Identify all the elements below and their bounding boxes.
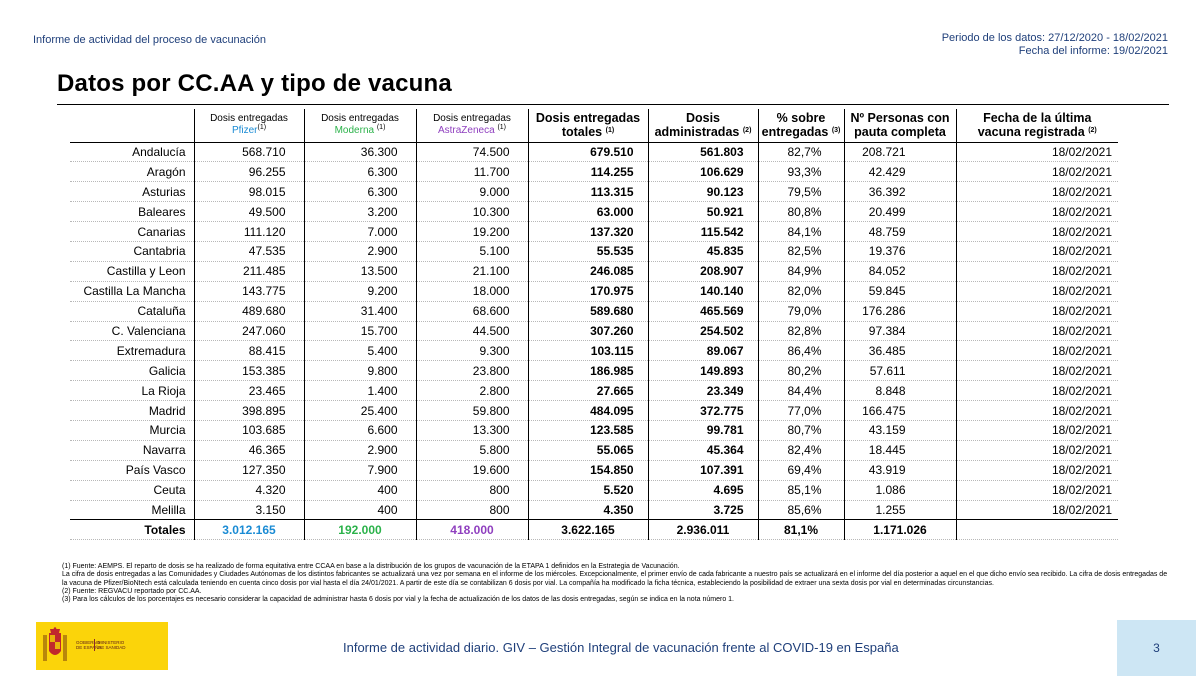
- cell-region: Andalucía: [70, 142, 194, 162]
- cell-moderna: 15.700: [304, 321, 416, 341]
- cell-moderna: 6.300: [304, 182, 416, 202]
- cell-fully-vaccinated: 19.376: [844, 241, 956, 261]
- cell-fully-vaccinated: 1.086: [844, 480, 956, 500]
- cell-percent: 82,7%: [758, 142, 844, 162]
- cell-total-delivered: 186.985: [528, 361, 648, 381]
- cell-percent: 79,0%: [758, 301, 844, 321]
- cell-moderna: 400: [304, 480, 416, 500]
- cell-total-delivered: 55.065: [528, 440, 648, 460]
- cell-last-date: 18/02/2021: [956, 281, 1118, 301]
- header-astrazeneca: Dosis entregadas AstraZeneca $^{(1)}$: [416, 109, 528, 142]
- cell-administered: 149.893: [648, 361, 758, 381]
- cell-astrazeneca: 18.000: [416, 281, 528, 301]
- table-row: [70, 361, 1118, 381]
- cell-percent: 82,8%: [758, 321, 844, 341]
- cell-fully-vaccinated: 18.445: [844, 440, 956, 460]
- table-row: [70, 301, 1118, 321]
- cell-astrazeneca: 9.000: [416, 182, 528, 202]
- cell-administered: 45.835: [648, 241, 758, 261]
- cell-astrazeneca: 5.800: [416, 440, 528, 460]
- cell-administered: 89.067: [648, 341, 758, 361]
- cell-administered: 4.695: [648, 480, 758, 500]
- cell-astrazeneca: 21.100: [416, 261, 528, 281]
- cell-pfizer: 398.895: [194, 401, 304, 421]
- cell-last-date: 18/02/2021: [956, 321, 1118, 341]
- cell-percent: 77,0%: [758, 401, 844, 421]
- header-last-vaccine-date: Fecha de la última vacuna registrada $^{(2)}$: [956, 109, 1118, 142]
- data-period: Periodo de los datos: 27/12/2020 - 18/02/2021: [941, 32, 1168, 44]
- cell-administered: 3.725: [648, 500, 758, 520]
- cell-total-delivered: 137.320: [528, 222, 648, 242]
- cell-percent: 82,0%: [758, 281, 844, 301]
- cell-moderna: 6.600: [304, 420, 416, 440]
- table-row: [70, 162, 1118, 182]
- cell-total-delivered: 246.085: [528, 261, 648, 281]
- cell-astrazeneca: 59.800: [416, 401, 528, 421]
- cell-astrazeneca: 23.800: [416, 361, 528, 381]
- logo-divider: [94, 639, 95, 651]
- cell-percent: 86,4%: [758, 341, 844, 361]
- cell-region: Asturias: [70, 182, 194, 202]
- cell-percent: 79,5%: [758, 182, 844, 202]
- totals-pfizer: 3.012.165: [194, 520, 304, 540]
- cell-last-date: 18/02/2021: [956, 420, 1118, 440]
- header-pfizer: Dosis entregadas Pfizer$^{(1)}$: [194, 109, 304, 142]
- cell-moderna: 31.400: [304, 301, 416, 321]
- cell-region: País Vasco: [70, 460, 194, 480]
- totals-astrazeneca: 418.000: [416, 520, 528, 540]
- cell-pfizer: 98.015: [194, 182, 304, 202]
- cell-region: Galicia: [70, 361, 194, 381]
- cell-last-date: 18/02/2021: [956, 241, 1118, 261]
- cell-pfizer: 96.255: [194, 162, 304, 182]
- cell-moderna: 9.800: [304, 361, 416, 381]
- cell-percent: 84,4%: [758, 381, 844, 401]
- cell-fully-vaccinated: 20.499: [844, 202, 956, 222]
- table-row: [70, 261, 1118, 281]
- cell-fully-vaccinated: 97.384: [844, 321, 956, 341]
- cell-moderna: 6.300: [304, 162, 416, 182]
- cell-administered: 115.542: [648, 222, 758, 242]
- table-row: [70, 241, 1118, 261]
- cell-astrazeneca: 10.300: [416, 202, 528, 222]
- page-number: 3: [1153, 641, 1160, 655]
- table-row: [70, 222, 1118, 242]
- cell-administered: 50.921: [648, 202, 758, 222]
- table-row: [70, 500, 1118, 520]
- table-row: [70, 281, 1118, 301]
- cell-last-date: 18/02/2021: [956, 162, 1118, 182]
- cell-region: C. Valenciana: [70, 321, 194, 341]
- cell-moderna: 3.200: [304, 202, 416, 222]
- totals-label: Totales: [70, 520, 194, 540]
- cell-moderna: 7.900: [304, 460, 416, 480]
- cell-pfizer: 568.710: [194, 142, 304, 162]
- cell-administered: 99.781: [648, 420, 758, 440]
- cell-fully-vaccinated: 36.392: [844, 182, 956, 202]
- cell-total-delivered: 113.315: [528, 182, 648, 202]
- cell-moderna: 2.900: [304, 440, 416, 460]
- cell-pfizer: 111.120: [194, 222, 304, 242]
- cell-fully-vaccinated: 36.485: [844, 341, 956, 361]
- table-row: [70, 142, 1118, 162]
- cell-region: Extremadura: [70, 341, 194, 361]
- cell-administered: 372.775: [648, 401, 758, 421]
- cell-percent: 93,3%: [758, 162, 844, 182]
- cell-region: Canarias: [70, 222, 194, 242]
- cell-total-delivered: 55.535: [528, 241, 648, 261]
- cell-administered: 45.364: [648, 440, 758, 460]
- cell-last-date: 18/02/2021: [956, 361, 1118, 381]
- table-body: [70, 142, 1118, 540]
- cell-total-delivered: 103.115: [528, 341, 648, 361]
- cell-region: Aragón: [70, 162, 194, 182]
- logo-text-government: GOBIERNO DE ESPAÑA: [76, 640, 102, 650]
- cell-fully-vaccinated: 48.759: [844, 222, 956, 242]
- cell-fully-vaccinated: 1.255: [844, 500, 956, 520]
- title-divider: [57, 104, 1169, 105]
- header-percent-delivered: % sobre entregadas $^{(3)}$: [758, 109, 844, 142]
- cell-administered: 107.391: [648, 460, 758, 480]
- cell-last-date: 18/02/2021: [956, 222, 1118, 242]
- cell-region: Ceuta: [70, 480, 194, 500]
- footnote-3: (3) Para los cálculos de los porcentajes es necesario considerar la capacidad de administrar hasta 6 dosis por vial y la fecha de actualización de los datos de las dosis entregadas, según se indica en la nota número 1.: [62, 596, 734, 604]
- page-number-box: [1117, 620, 1196, 676]
- cell-last-date: 18/02/2021: [956, 401, 1118, 421]
- cell-region: Castilla y Leon: [70, 261, 194, 281]
- cell-total-delivered: 154.850: [528, 460, 648, 480]
- cell-moderna: 2.900: [304, 241, 416, 261]
- totals-delivered: 3.622.165: [528, 520, 648, 540]
- header-fully-vaccinated: Nº Personas con pauta completa: [844, 109, 956, 142]
- cell-pfizer: 47.535: [194, 241, 304, 261]
- table-row: [70, 182, 1118, 202]
- cell-percent: 85,6%: [758, 500, 844, 520]
- footnote-2: (2) Fuente: REGVACU reportado por CC.AA.: [62, 587, 202, 595]
- totals-administered: 2.936.011: [648, 520, 758, 540]
- table-row: [70, 401, 1118, 421]
- table-row: [70, 480, 1118, 500]
- header-region: [70, 109, 194, 142]
- cell-region: Navarra: [70, 440, 194, 460]
- table-row: [70, 460, 1118, 480]
- cell-total-delivered: 5.520: [528, 480, 648, 500]
- header-total-delivered: Dosis entregadas totales $^{(1)}$: [528, 109, 648, 142]
- cell-moderna: 9.200: [304, 281, 416, 301]
- cell-pfizer: 153.385: [194, 361, 304, 381]
- government-logo: [36, 622, 168, 670]
- cell-astrazeneca: 74.500: [416, 142, 528, 162]
- totals-moderna: 192.000: [304, 520, 416, 540]
- cell-last-date: 18/02/2021: [956, 341, 1118, 361]
- cell-region: Castilla La Mancha: [70, 281, 194, 301]
- cell-fully-vaccinated: 59.845: [844, 281, 956, 301]
- header-administered: Dosis administradas $^{(2)}$: [648, 109, 758, 142]
- cell-fully-vaccinated: 176.286: [844, 301, 956, 321]
- cell-total-delivered: 63.000: [528, 202, 648, 222]
- cell-last-date: 18/02/2021: [956, 182, 1118, 202]
- cell-percent: 82,5%: [758, 241, 844, 261]
- cell-astrazeneca: 800: [416, 500, 528, 520]
- report-date: Fecha del informe: 19/02/2021: [1018, 45, 1168, 57]
- cell-administered: 465.569: [648, 301, 758, 321]
- totals-percent: 81,1%: [758, 520, 844, 540]
- table-row: [70, 202, 1118, 222]
- footnotes: [62, 563, 1172, 604]
- cell-astrazeneca: 9.300: [416, 341, 528, 361]
- cell-astrazeneca: 800: [416, 480, 528, 500]
- cell-pfizer: 127.350: [194, 460, 304, 480]
- cell-last-date: 18/02/2021: [956, 202, 1118, 222]
- footer-caption: Informe de actividad diario. GIV – Gestión Integral de vacunación frente al COVID-19 en España: [343, 640, 899, 655]
- header-moderna: Dosis entregadas Moderna $^{(1)}$: [304, 109, 416, 142]
- vaccination-table: [70, 109, 1118, 540]
- cell-region: Cantabria: [70, 241, 194, 261]
- cell-pfizer: 46.365: [194, 440, 304, 460]
- coat-of-arms-icon: [41, 627, 69, 665]
- cell-fully-vaccinated: 166.475: [844, 401, 956, 421]
- cell-total-delivered: 307.260: [528, 321, 648, 341]
- cell-pfizer: 3.150: [194, 500, 304, 520]
- table-row: [70, 321, 1118, 341]
- moderna-label: Moderna: [334, 125, 375, 137]
- cell-total-delivered: 170.975: [528, 281, 648, 301]
- report-header-dates: [942, 32, 1168, 58]
- cell-total-delivered: 679.510: [528, 142, 648, 162]
- footnote-1: (1) Fuente: AEMPS. El reparto de dosis se ha realizado de forma equitativa entre CCAA en base a la distribución de los grupos de vacunación de la ETAPA 1 definidos en la Estrategia de Vacunación.: [62, 563, 680, 570]
- totals-date: [956, 520, 1118, 540]
- cell-moderna: 1.400: [304, 381, 416, 401]
- cell-last-date: 18/02/2021: [956, 142, 1118, 162]
- cell-astrazeneca: 11.700: [416, 162, 528, 182]
- cell-astrazeneca: 2.800: [416, 381, 528, 401]
- cell-percent: 84,1%: [758, 222, 844, 242]
- totals-row: [70, 520, 1118, 540]
- cell-region: Baleares: [70, 202, 194, 222]
- cell-last-date: 18/02/2021: [956, 381, 1118, 401]
- cell-astrazeneca: 19.600: [416, 460, 528, 480]
- pfizer-label: Pfizer: [231, 125, 258, 137]
- totals-fully-vaccinated: 1.171.026: [844, 520, 956, 540]
- table-header-row: [70, 109, 1118, 142]
- cell-percent: 80,2%: [758, 361, 844, 381]
- cell-pfizer: 103.685: [194, 420, 304, 440]
- cell-astrazeneca: 19.200: [416, 222, 528, 242]
- page-title: Datos por CC.AA y tipo de vacuna: [57, 70, 452, 97]
- cell-region: Murcia: [70, 420, 194, 440]
- cell-percent: 80,8%: [758, 202, 844, 222]
- cell-astrazeneca: 13.300: [416, 420, 528, 440]
- cell-fully-vaccinated: 84.052: [844, 261, 956, 281]
- cell-total-delivered: 589.680: [528, 301, 648, 321]
- cell-pfizer: 211.485: [194, 261, 304, 281]
- cell-fully-vaccinated: 57.611: [844, 361, 956, 381]
- cell-administered: 140.140: [648, 281, 758, 301]
- cell-moderna: 7.000: [304, 222, 416, 242]
- cell-moderna: 13.500: [304, 261, 416, 281]
- cell-astrazeneca: 44.500: [416, 321, 528, 341]
- cell-pfizer: 49.500: [194, 202, 304, 222]
- cell-fully-vaccinated: 42.429: [844, 162, 956, 182]
- cell-fully-vaccinated: 43.919: [844, 460, 956, 480]
- cell-region: Madrid: [70, 401, 194, 421]
- cell-pfizer: 143.775: [194, 281, 304, 301]
- cell-percent: 69,4%: [758, 460, 844, 480]
- cell-last-date: 18/02/2021: [956, 261, 1118, 281]
- table-row: [70, 440, 1118, 460]
- cell-total-delivered: 484.095: [528, 401, 648, 421]
- cell-fully-vaccinated: 43.159: [844, 420, 956, 440]
- cell-percent: 84,9%: [758, 261, 844, 281]
- cell-moderna: 5.400: [304, 341, 416, 361]
- cell-total-delivered: 4.350: [528, 500, 648, 520]
- cell-total-delivered: 27.665: [528, 381, 648, 401]
- cell-region: Melilla: [70, 500, 194, 520]
- cell-last-date: 18/02/2021: [956, 480, 1118, 500]
- cell-region: La Rioja: [70, 381, 194, 401]
- cell-total-delivered: 123.585: [528, 420, 648, 440]
- cell-moderna: 400: [304, 500, 416, 520]
- cell-percent: 80,7%: [758, 420, 844, 440]
- logo-text-ministry: MINISTERIO DE SANIDAD: [98, 640, 126, 650]
- cell-total-delivered: 114.255: [528, 162, 648, 182]
- report-header-title: Informe de actividad del proceso de vacunación: [33, 34, 266, 46]
- table-row: [70, 341, 1118, 361]
- cell-pfizer: 247.060: [194, 321, 304, 341]
- cell-pfizer: 4.320: [194, 480, 304, 500]
- cell-administered: 208.907: [648, 261, 758, 281]
- cell-pfizer: 489.680: [194, 301, 304, 321]
- cell-moderna: 36.300: [304, 142, 416, 162]
- cell-fully-vaccinated: 8.848: [844, 381, 956, 401]
- cell-percent: 82,4%: [758, 440, 844, 460]
- footnote-1-detail: La cifra de dosis entregadas a las Comunidades y Ciudades Autónomas de los distintos fabricantes se actualizará una vez por semana en el informe de los miércoles. Excepcionalmente, el primer envío de cada fabricante a nuestro país se actualizará en el informe del día posterior a aquel en el que dicho envío sea recibido. La cifra de dosis entregadas de la vacuna de Pfizer/BioNtech está calculada teniendo en cuenta cinco dosis por vial hasta el día 24/01/2021. A partir de este día se contabilizan 6 dosis por vial. La compañía ha modificado la ficha técnica, estableciendo la posibilidad de extraer una sexta dosis por vial en determinadas circunstancias.: [62, 571, 1170, 587]
- cell-pfizer: 88.415: [194, 341, 304, 361]
- cell-fully-vaccinated: 208.721: [844, 142, 956, 162]
- cell-administered: 254.502: [648, 321, 758, 341]
- cell-percent: 85,1%: [758, 480, 844, 500]
- cell-last-date: 18/02/2021: [956, 500, 1118, 520]
- cell-last-date: 18/02/2021: [956, 301, 1118, 321]
- cell-astrazeneca: 5.100: [416, 241, 528, 261]
- cell-administered: 90.123: [648, 182, 758, 202]
- cell-region: Cataluña: [70, 301, 194, 321]
- table-row: [70, 381, 1118, 401]
- cell-administered: 106.629: [648, 162, 758, 182]
- table-row: [70, 420, 1118, 440]
- astrazeneca-label: AstraZeneca: [437, 125, 495, 137]
- cell-astrazeneca: 68.600: [416, 301, 528, 321]
- cell-pfizer: 23.465: [194, 381, 304, 401]
- cell-moderna: 25.400: [304, 401, 416, 421]
- cell-last-date: 18/02/2021: [956, 440, 1118, 460]
- cell-last-date: 18/02/2021: [956, 460, 1118, 480]
- cell-administered: 561.803: [648, 142, 758, 162]
- cell-administered: 23.349: [648, 381, 758, 401]
